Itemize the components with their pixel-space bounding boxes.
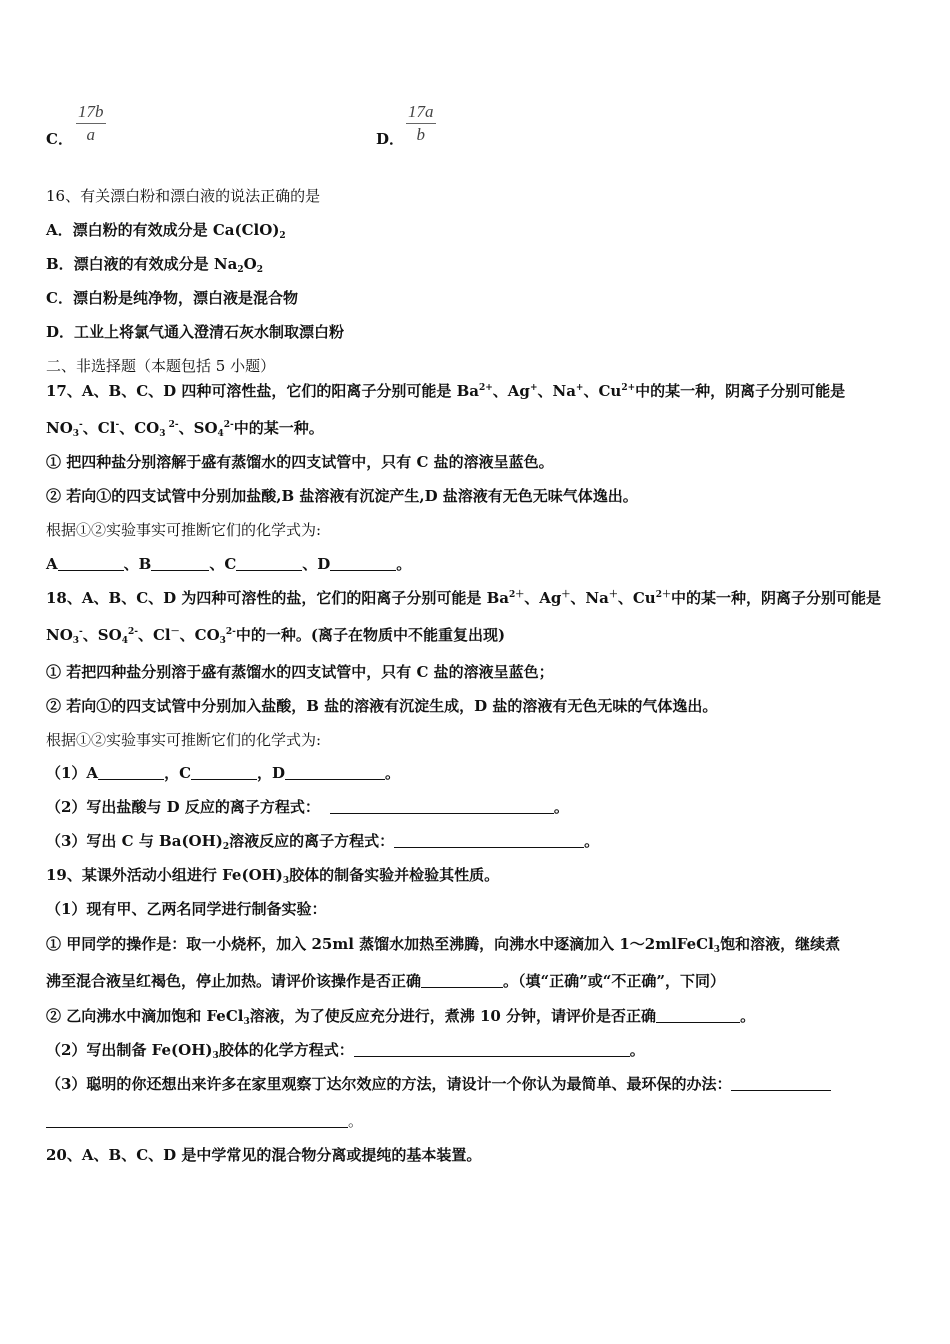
answer-blank[interactable] xyxy=(236,556,302,571)
q19-part1: （1）现有甲、乙两名同学进行制备实验： xyxy=(46,900,327,918)
fraction-numerator: 17a xyxy=(406,102,436,124)
q19-step2: ② 乙向沸水中滴加饱和 FeCl$_3$溶液，为了使反应充分进行，煮沸 10 分钟，请评价是否正确 。 xyxy=(46,1007,756,1027)
q16-option-c: C．漂白粉是纯净物，漂白液是混合物 xyxy=(46,289,298,307)
fraction-numerator: 17b xyxy=(76,102,106,124)
option-c-label: C． xyxy=(46,130,73,148)
q18-part3: （3）写出 C 与 $Ba(OH)_2$溶液反应的离子方程式： 。 xyxy=(46,832,600,852)
q17-answers: A 、B 、C 、D 。 xyxy=(46,555,412,573)
q19-part3-cont: 。 xyxy=(46,1111,363,1131)
fraction-denominator: b xyxy=(416,125,425,144)
q18-step2: ② 若向①的四支试管中分别加入盐酸，B 盐的溶液有沉淀生成，D 盐的溶液有无色无味的气体逸出。 xyxy=(46,697,718,715)
answer-blank[interactable] xyxy=(285,765,385,780)
q18-stem-line1: 18、A、B、C、D 为四种可溶性的盐，它们的阳离子分别可能是 $Ba^{2+}$、Ag＋、Na＋、$Cu^{2+}$中的某一种，阴离子分别可能是 xyxy=(46,589,881,607)
answer-blank[interactable] xyxy=(421,973,503,988)
answer-blank[interactable] xyxy=(330,799,554,814)
answer-blank[interactable] xyxy=(151,556,209,571)
option-d-label: D． xyxy=(376,130,405,148)
answer-blank[interactable] xyxy=(354,1042,630,1057)
q18-part2: （2）写出盐酸与 D 反应的离子方程式： 。 xyxy=(46,798,569,816)
q16-option-b: B．漂白液的有效成分是 $Na_2O_2$ xyxy=(46,255,263,275)
q17-prompt: 根据①②实验事实可推断它们的化学式为: xyxy=(46,521,322,539)
q17-stem-line1: 17、A、B、C、D 四种可溶性盐，它们的阳离子分别可能是 $Ba^{2+}$、Ag+、Na+、$Cu^{2+}$中的某一种，阴离子分别可能是 xyxy=(46,382,846,400)
answer-blank[interactable] xyxy=(731,1076,831,1091)
option-c-fraction xyxy=(76,102,106,145)
q18-stem-line2: $NO_3^-$、$SO_4^{2-}$、Cl－、$CO_3^{2-}$中的一种。(离子在物质中不能重复出现) xyxy=(46,626,506,646)
q19-step1: ① 甲同学的操作是：取一小烧杯，加入 25ml 蒸馏水加热至沸腾，向沸水中逐滴加入 1～2mlFeCl$_3$饱和溶液，继续煮 xyxy=(46,935,841,955)
answer-blank[interactable] xyxy=(191,765,257,780)
q17-step1: ① 把四种盐分别溶解于盛有蒸馏水的四支试管中，只有 C 盐的溶液呈蓝色。 xyxy=(46,453,554,471)
q16-stem: 16、有关漂白粉和漂白液的说法正确的是 xyxy=(46,187,321,205)
q19-part2: （2）写出制备 $Fe(OH)_3$胶体的化学方程式： 。 xyxy=(46,1041,645,1061)
q17-stem-line2: $NO_3^-$、Cl-、$CO_3$ $^{2-}$、$SO_4^{2-}$中的某一种。 xyxy=(46,419,324,439)
q19-step1-cont: 沸至混合液呈红褐色，停止加热。请评价该操作是否正确 。（填“正确”或“不正确”，下同） xyxy=(46,972,726,990)
q19-stem: 19、某课外活动小组进行 $Fe(OH)_3$胶体的制备实验并检验其性质。 xyxy=(46,866,500,886)
q18-part1: （1）A ，C ，D 。 xyxy=(46,764,401,782)
answer-blank[interactable] xyxy=(394,833,584,848)
answer-blank[interactable] xyxy=(58,556,124,571)
answer-blank[interactable] xyxy=(46,1113,348,1128)
q20-stem: 20、A、B、C、D 是中学常见的混合物分离或提纯的基本装置。 xyxy=(46,1146,482,1164)
q18-step1: ① 若把四种盐分别溶于盛有蒸馏水的四支试管中，只有 C 盐的溶液呈蓝色； xyxy=(46,663,554,681)
q16-option-a: A．漂白粉的有效成分是 $Ca(ClO)_2$ xyxy=(46,221,286,241)
section-heading: 二、非选择题（本题包括 5 小题） xyxy=(46,357,276,375)
answer-blank[interactable] xyxy=(330,556,396,571)
fraction-denominator: a xyxy=(86,125,95,144)
option-d-fraction xyxy=(406,102,436,145)
q19-part3: （3）聪明的你还想出来许多在家里观察丁达尔效应的方法，请设计一个你认为最简单、最环保的办法： xyxy=(46,1074,831,1094)
q17-step2: ② 若向①的四支试管中分别加盐酸,B 盐溶液有沉淀产生,D 盐溶液有无色无味气体逸出。 xyxy=(46,487,638,505)
q16-option-d: D．工业上将氯气通入澄清石灰水制取漂白粉 xyxy=(46,323,345,341)
answer-blank[interactable] xyxy=(656,1008,740,1023)
q18-prompt: 根据①②实验事实可推断它们的化学式为: xyxy=(46,731,322,749)
answer-blank[interactable] xyxy=(98,765,164,780)
